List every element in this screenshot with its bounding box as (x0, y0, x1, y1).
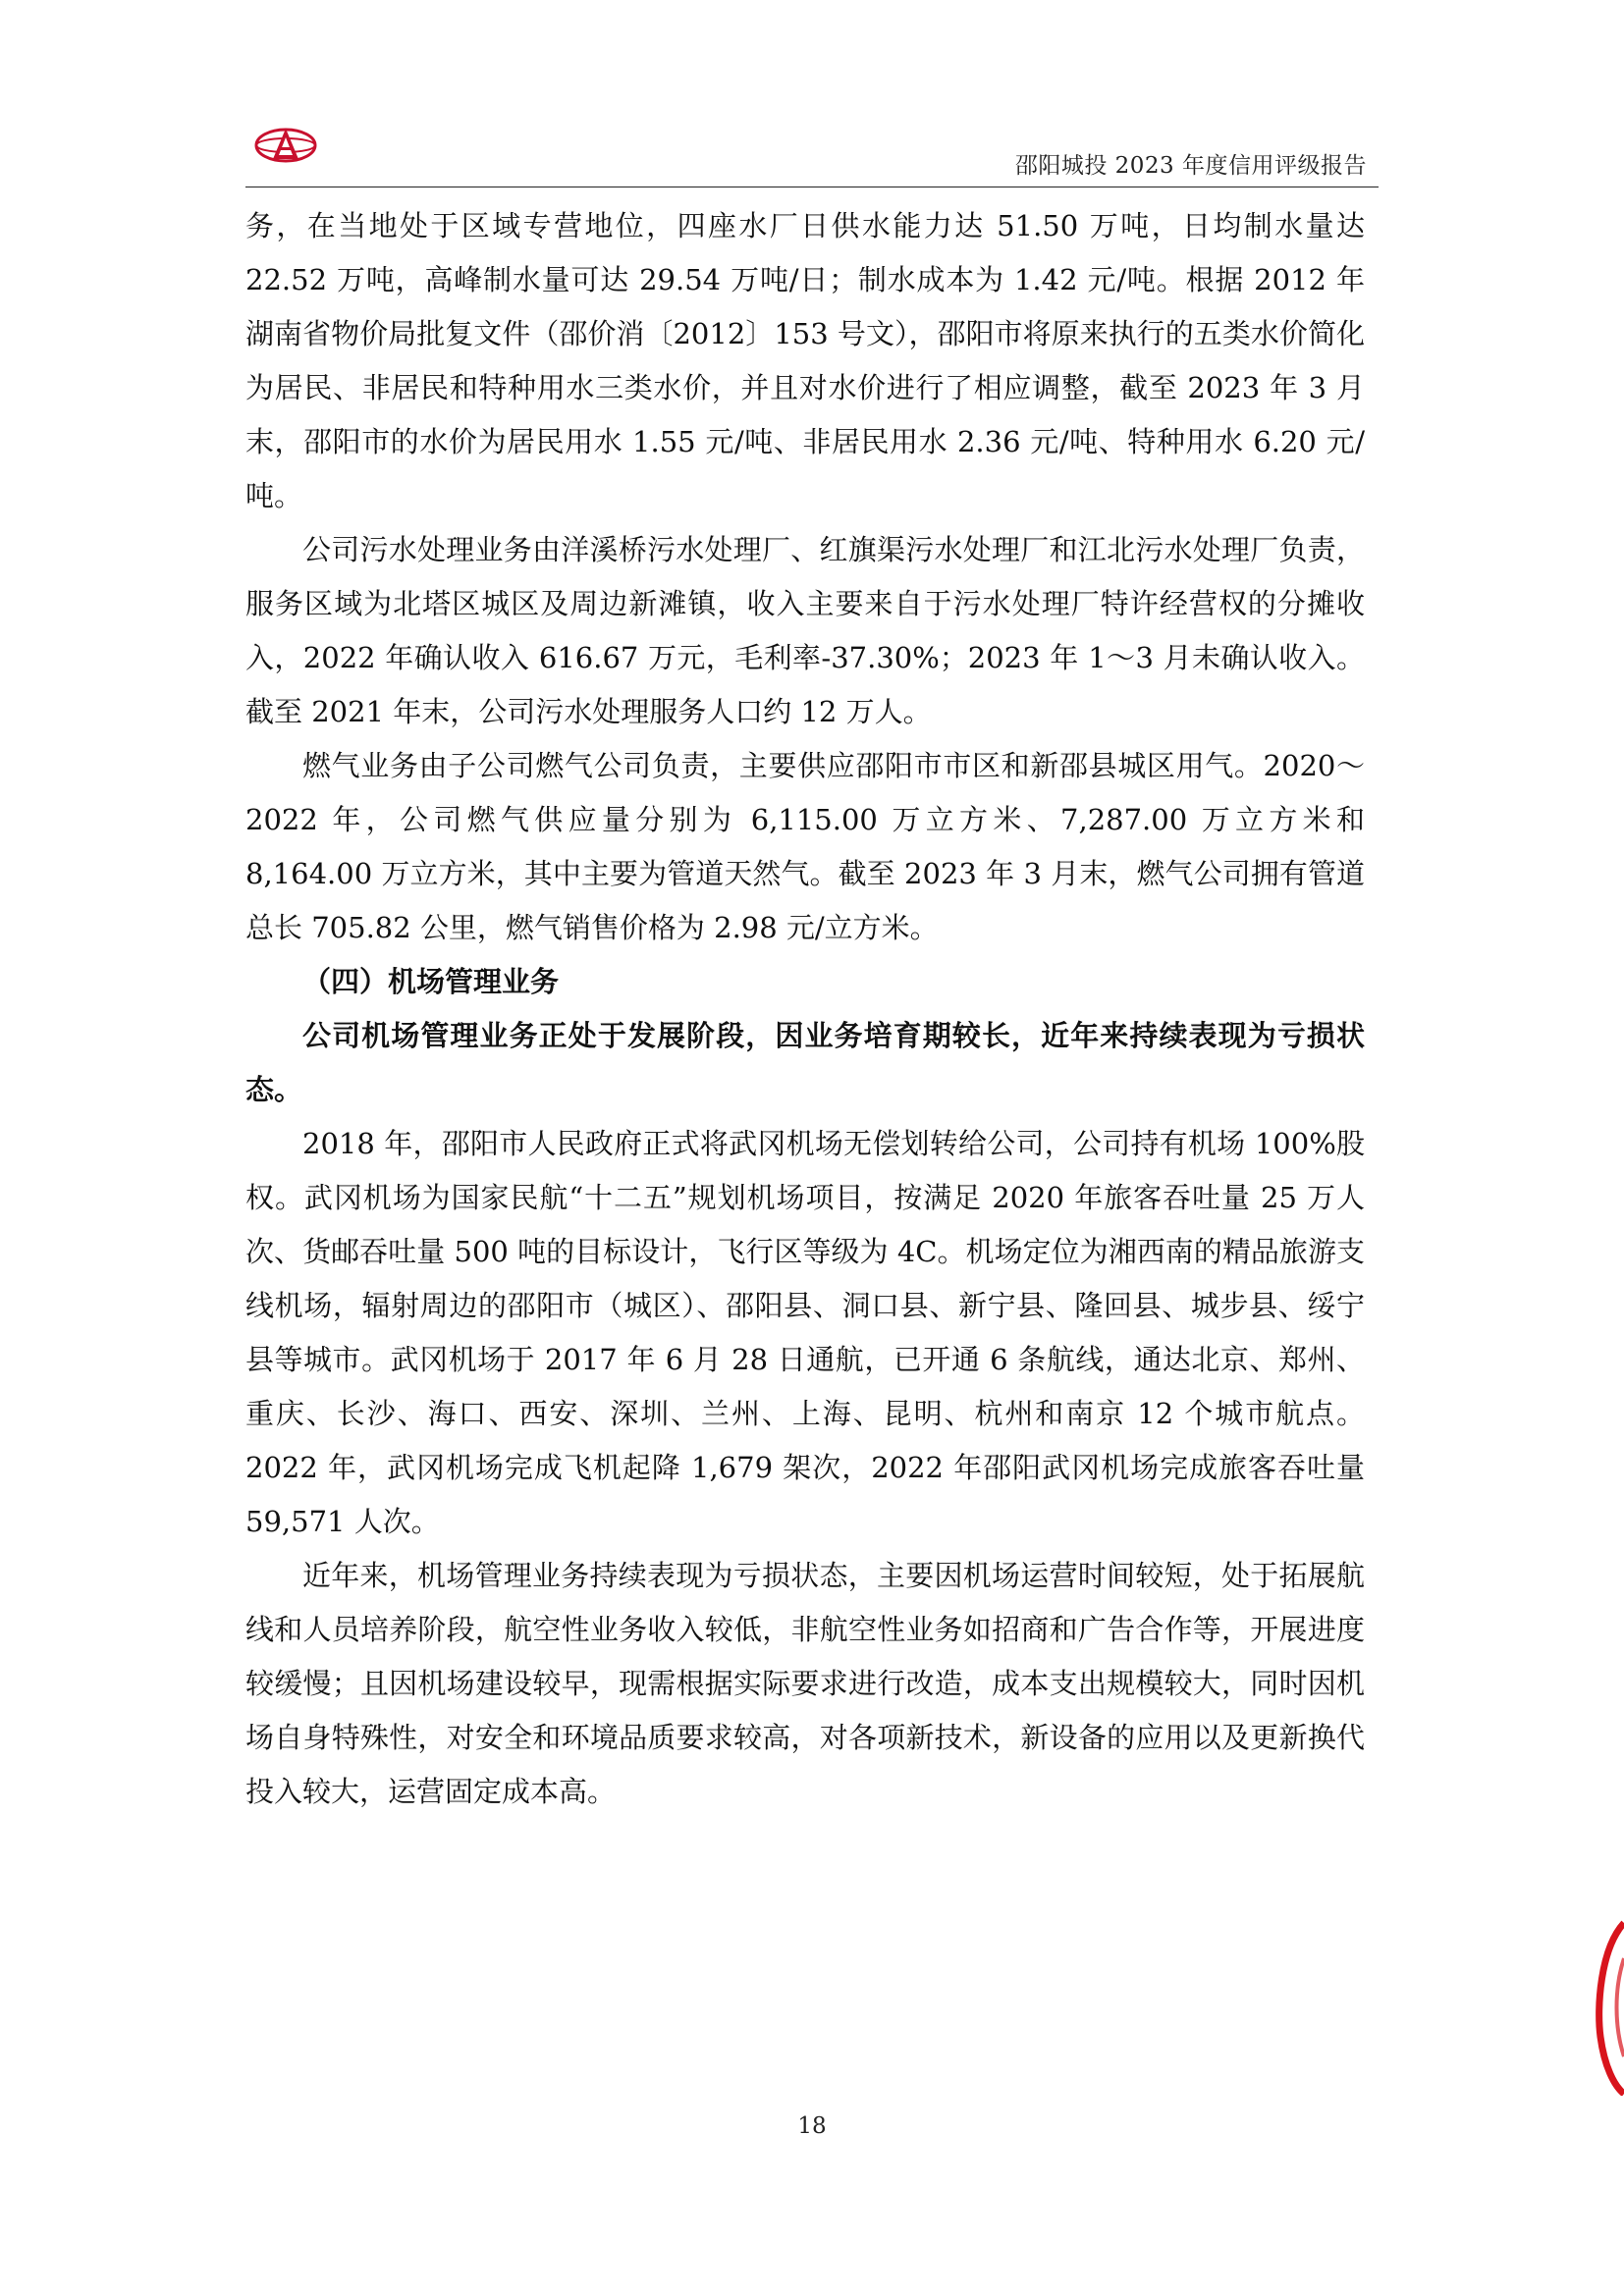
paragraph-gas-business: 燃气业务由子公司燃气公司负责，主要供应邵阳市市区和新邵县城区用气。2020～2022 年，公司燃气供应量分别为 6,115.00 万立方米、7,287.00 万立方米和 8,164.00 万立方米，其中主要为管道天然气。截至 2023 年 3 月末，燃气公司拥有管道总长 705.82 公里，燃气销售价格为 2.98 元/立方米。 (245, 749, 1365, 944)
paragraph-sewage-treatment: 公司污水处理业务由洋溪桥污水处理厂、红旗渠污水处理厂和江北污水处理厂负责，服务区域为北塔区城区及周边新滩镇，收入主要来自于污水处理厂特许经营权的分摊收入，2022 年确认收入 616.67 万元，毛利率-37.30%；2023 年 1～3 月未确认收入。截至 2021 年末，公司污水处理服务人口约 12 万人。 (245, 533, 1365, 728)
document-body (245, 199, 1365, 1819)
report-header-title: 邵阳城投 2023 年度信用评级报告 (1014, 153, 1367, 179)
paragraph-airport-transfer: 2018 年，邵阳市人民政府正式将武冈机场无偿划转给公司，公司持有机场 100%股权。武冈机场为国家民航“十二五”规划机场项目，按满足 2020 年旅客吞吐量 25 万人次、货邮吞吐量 500 吨的目标设计，飞行区等级为 4C。机场定位为湘西南的精品旅游支线机场，辐射周边的邵阳市（城区）、邵阳县、洞口县、新宁县、隆回县、城步县、绥宁县等城市。武冈机场于 2017 年 6 月 28 日通航，已开通 6 条航线，通达北京、郑州、重庆、长沙、海口、西安、深圳、兰州、上海、昆明、杭州和南京 12 个城市航点。2022 年，武冈机场完成飞机起降 1,679 架次，2022 年邵阳武冈机场完成旅客吞吐量 59,571 人次。 (245, 1127, 1365, 1538)
page-number: 18 (797, 2113, 827, 2139)
company-logo-icon (253, 126, 318, 165)
section-heading-airport: （四）机场管理业务 (302, 965, 560, 998)
red-seal-stamp-icon (1595, 1919, 1624, 2096)
paragraph-airport-losses: 近年来，机场管理业务持续表现为亏损状态，主要因机场运营时间较短，处于拓展航线和人员培养阶段，航空性业务收入较低，非航空性业务如招商和广告合作等，开展进度较缓慢；且因机场建设较早，现需根据实际要求进行改造，成本支出规模较大，同时因机场自身特殊性，对安全和环境品质要求较高，对各项新技术，新设备的应用以及更新换代投入较大，运营固定成本高。 (245, 1559, 1365, 1808)
paragraph-water-supply: 务，在当地处于区域专营地位，四座水厂日供水能力达 51.50 万吨，日均制水量达 22.52 万吨，高峰制水量可达 29.54 万吨/日；制水成本为 1.42 元/吨。根据 2012 年湖南省物价局批复文件（邵价消〔2012〕153 号文），邵阳市将原来执行的五类水价简化为居民、非居民和特种用水三类水价，并且对水价进行了相应调整，截至 2023 年 3 月末，邵阳市的水价为居民用水 1.55 元/吨、非居民用水 2.36 元/吨、特种用水 6.20 元/吨。 (245, 209, 1365, 512)
section-summary-airport: 公司机场管理业务正处于发展阶段，因业务培育期较长，近年来持续表现为亏损状态。 (245, 1019, 1365, 1106)
